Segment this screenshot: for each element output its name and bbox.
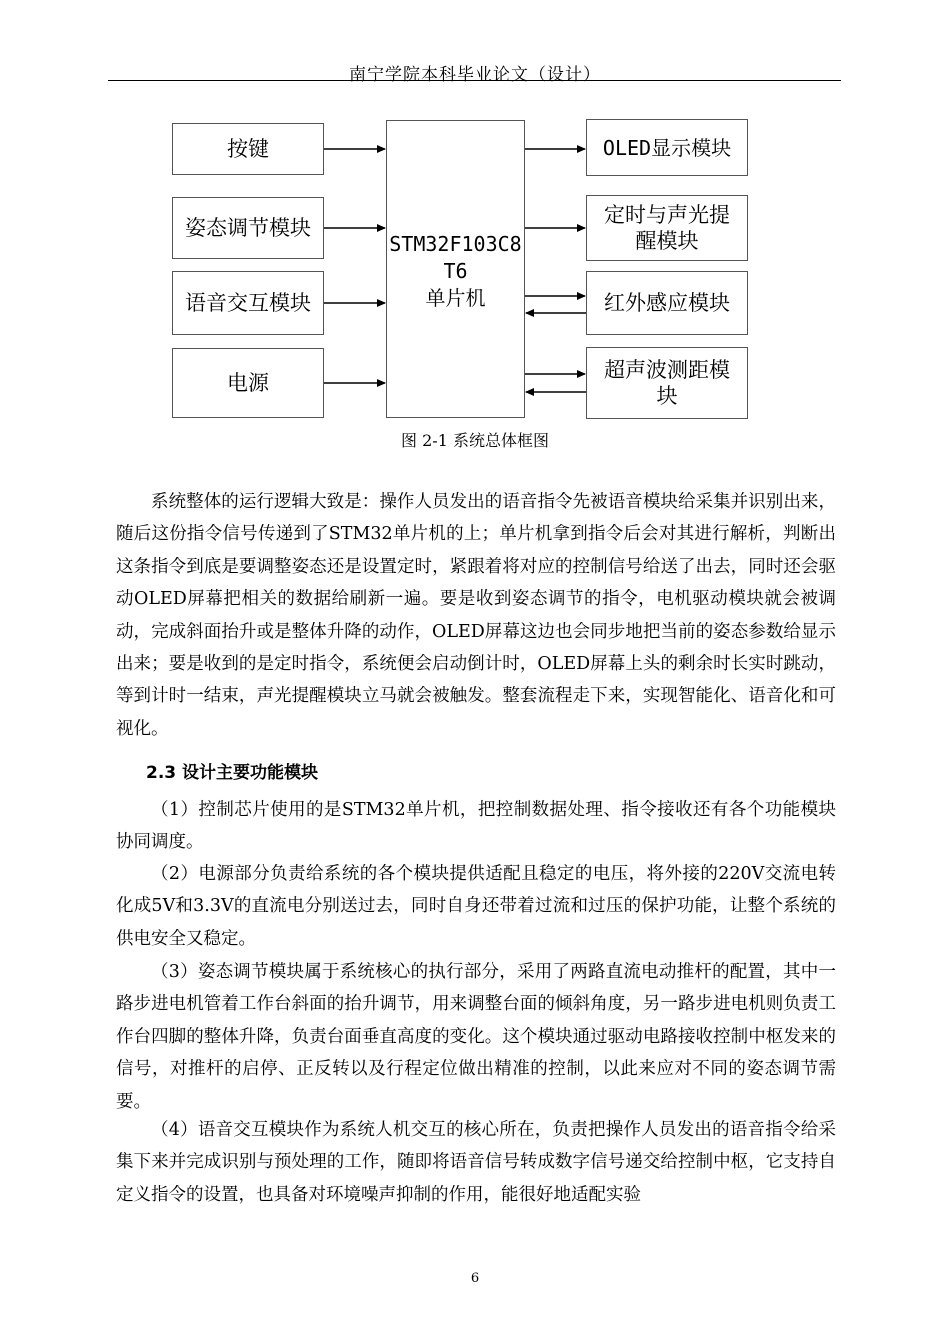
list-item-3: （3）姿态调节模块属于系统核心的执行部分，采用了两路直流电动推杆的配置，其中一路步进电机管着工作台斜面的抬升调节，用来调整台面的倾斜角度，另一路步进电机则负责工作台四脚的整体升降，负责台面垂直高度的变化。这个模块通过驱动电路接收控制中枢发来的信号，对推杆的启停、正反转以及行程定位做出精准的控制，以此来应对不同的姿态调节需要。 bbox=[116, 962, 836, 1112]
block-ultrasonic: 超声波测距模块 bbox=[586, 347, 748, 419]
block-timer-alarm: 定时与声光提醒模块 bbox=[586, 195, 748, 261]
page-header-title: 南宁学院本科毕业论文（设计） bbox=[349, 65, 601, 85]
mcu-line-2: T6 bbox=[443, 259, 468, 283]
list-item-4: （4）语音交互模块作为系统人机交互的核心所在，负责把操作人员发出的语音指令给采集下来并完成识别与预处理的工作，随即将语音信号转成数字信号递交给控制中枢，它支持自定义指令的设置，也具备对环境噪声抑制的作用，能很好地适配实验 bbox=[116, 1120, 836, 1205]
block-infrared: 红外感应模块 bbox=[586, 271, 748, 335]
page-number: 6 bbox=[470, 1271, 480, 1286]
mcu-line-3: 单片机 bbox=[425, 286, 486, 310]
list-item-1: （1）控制芯片使用的是STM32单片机，把控制数据处理、指令接收还有各个功能模块协同调度。 bbox=[116, 800, 836, 853]
body-paragraph-1: 系统整体的运行逻辑大致是：操作人员发出的语音指令先被语音模块给采集并识别出来，随后这份指令信号传递到了STM32单片机的上；单片机拿到指令后会对其进行解析，判断出这条指令到底是要调整姿态还是设置定时，紧跟着将对应的控制信号给送了出去，同时还会驱动OLED屏幕把相关的数据给刷新一遍。要是收到姿态调节的指令，电机驱动模块就会被调动，完成斜面抬升或是整体升降的动作，OLED屏幕这边也会同步地把当前的姿态参数给显示出来；要是收到的是定时指令，系统便会启动倒计时，OLED屏幕上头的剩余时长实时跳动，等到计时一结束，声光提醒模块立马就会被触发。整套流程走下来，实现智能化、语音化和可视化。 bbox=[116, 492, 836, 739]
figure-caption: 图 2-1 系统总体框图 bbox=[401, 431, 549, 450]
mcu-line-1: STM32F103C8 bbox=[389, 232, 522, 256]
block-button: 按键 bbox=[172, 123, 324, 175]
block-posture-adjust: 姿态调节模块 bbox=[172, 197, 324, 259]
block-power: 电源 bbox=[172, 348, 324, 418]
diagram-arrows bbox=[0, 0, 950, 440]
list-item-2: （2）电源部分负责给系统的各个模块提供适配且稳定的电压，将外接的220V交流电转化成5V和3.3V的直流电分别送过去，同时自身还带着过流和过压的保护功能，让整个系统的供电安全又稳定。 bbox=[116, 864, 836, 949]
block-voice-interaction: 语音交互模块 bbox=[172, 271, 324, 335]
block-oled-display: OLED显示模块 bbox=[586, 119, 748, 176]
section-heading: 2.3 设计主要功能模块 bbox=[146, 763, 319, 783]
